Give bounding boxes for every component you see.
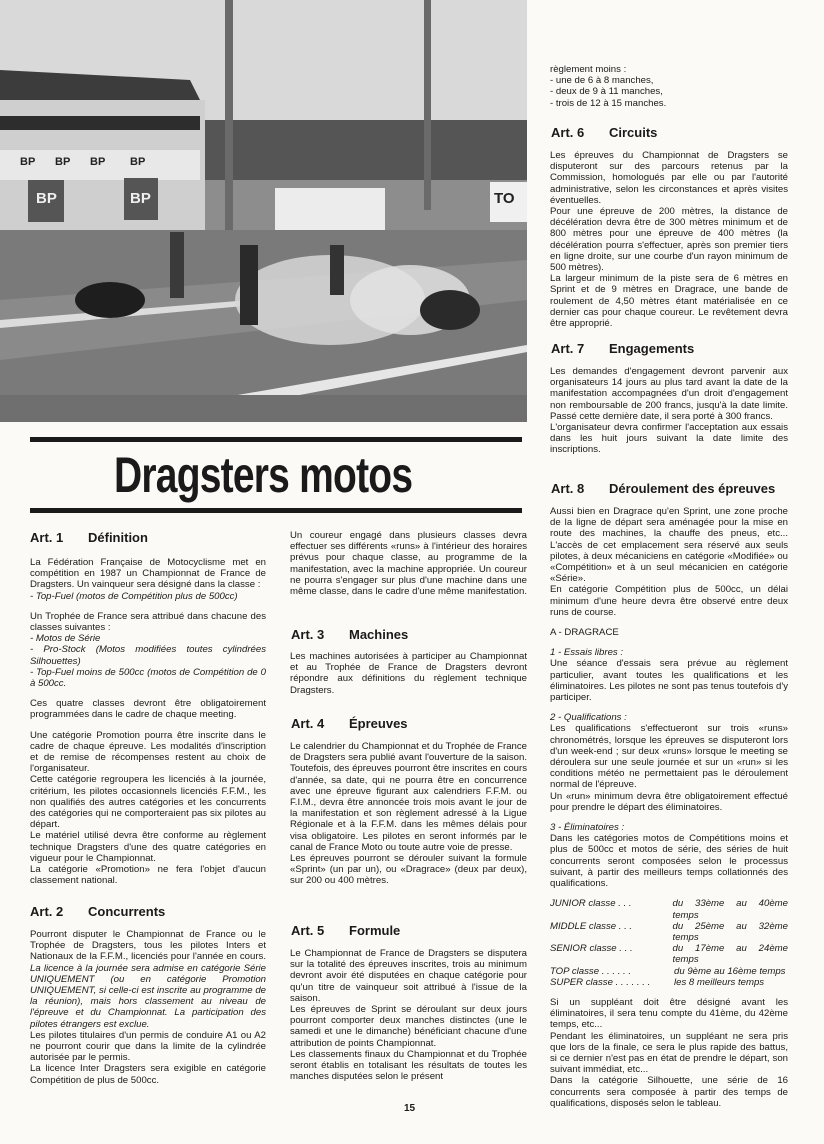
dragrace-subheading: A - DRAGRACE — [550, 627, 619, 639]
bp-sign: BP — [36, 190, 57, 207]
art2-heading: Art. 2 Concurrents — [30, 904, 166, 919]
art1-body: La Fédération Française de Motocyclisme met en compétition en 1987 un Championnat de France de Dragsters. Un vainqueur sera désigné dans la classe : - Top-Fuel (motos de Compétition plus de 500cc) Un Trophée de France sera attribué dans chacune des classes suivantes : - Motos de Série - Pro-Stock (Motos modifiées toutes cylindrées Silhouettes) - Top-Fuel moins de 500cc (motos de Compétition de 0 à 500cc. Ces quatre classes devront être obligatoirement programmées dans le cadre de chaque meeting. Une catégorie Promotion pourra être inscrite dans le cadre de chaque épreuve. Les modalités d'inscription et de remise de récompenses restent au choix de l'organisateur. Cette catégorie regroupera les licenciés à la journée, critérium, les pilotes occasionnels licenciés F.F.M., les non qualifiés des autres catégories et les concurrents des catégories qui ne comporteraient pas six pilotes au départ. Le matériel utilisé devra être conforme au règlement technique Dragsters d'une des quatre catégories en vigueur pour le Championnat. La catégorie «Promotion» ne fera l'objet d'aucun classement national. — [30, 557, 266, 887]
page-title: Dragsters motos — [114, 447, 413, 503]
art3-heading: Art. 3 Machines — [291, 627, 409, 642]
bp-sign: BP — [130, 156, 146, 168]
art2-body: Pourront disputer le Championnat de France ou le Trophée de Dragsters, tous les pilotes Inters et Nationaux de la F.F.M., licenciés pour l'année en cours. La licence à la journée sera admise en catégorie Série UNIQUEMENT (ou en catégorie Promotion UNIQUEMENT, si celle-ci est inscrite au programme de la réunion), mais hors classement au niveau de l'épreuve et du Championnat. La participation des pilotes étrangers est exclue. Les pilotes titulaires d'un permis de conduire A1 ou A2 ne pourront courir que dans la limite de la cylindrée autorisée par le permis. La licence Inter Dragsters sera exigible en catégorie Compétition de plus de 500cc. — [30, 929, 266, 1086]
art7-heading: Art. 7 Engagements — [551, 341, 695, 356]
title-rule-bottom — [30, 508, 522, 513]
ranking-row: TOP classe . . . . . . du 9ème au 16ème temps — [550, 965, 786, 977]
art1-heading: Art. 1 Définition — [30, 530, 148, 545]
col2-intro: Un coureur engagé dans plusieurs classes devra effectuer ses différents «runs» à l'intérieur des horaires prévus pour chaque classe, au programme de la manifestation, avec la machine appropriée. Un coureur ne pourra s'engager sur plus d'une machine dans une même classe, dans le cadre d'une même manifestation. — [290, 530, 527, 598]
col3-top: règlement moins : - une de 6 à 8 manches, - deux de 9 à 11 manches, - trois de 12 à 15 manches. — [550, 64, 667, 109]
bp-sign: TO — [494, 190, 515, 207]
art8-body: Aussi bien en Dragrace qu'en Sprint, une zone proche de la ligne de départ sera aménagée pour la mise en route des machines, la chauffe des pneus, etc... L'accès de cet emplacement sera réservé aux seuls pilotes, à deux mécaniciens en catégorie «Modifiée» ou «Compétition» et à un seul mécanicien en catégorie «Série». En catégorie Compétition plus de 500cc, un délai minimum d'une heure devra être observé entre deux runs de course. A - DRAGRACE 1 - Essais libres : Une séance d'essais sera prévue au règlement particulier, avant toutes les qualifications et les éliminatoires. Les pilotes ne sont pas tenus toutefois d'y participer. 2 - Qualifications : Les qualifications s'effectueront sur trois «runs» chronométrés, lorsque les épreuves se disputeront lors d'un week-end ; sur deux «runs» lorsque le meeting se déroulera sur une seule journée et sur un «run» si les conditions météo ne permettaient pas le déroulement normal de l'épreuve. Un «run» minimum devra être obligatoirement effectué pour prendre le départ des éliminatoires. 3 - Éliminatoires : Dans les catégories motos de Compétitions moins et plus de 500cc et motos de série, des séries de huit concurrents seront composées selon le processus suivant, à partir des meilleurs temps collationnés des qualifications. JUNIOR classe . . . du 33ème au 40ème temps MIDDLE classe . . . du 25ème au 32ème temps SENIOR classe . . . du 17ème au 24ème temps TOP classe . . . . . . du 9ème au 16ème temps SUPER classe . . . . . . . les 8 meilleurs temps Si un suppléant doit être désigné avant les éliminatoires, il sera tenu compte du 41ème, du 42ème temps, etc... Pendant les éliminatoires, un suppléant ne sera pris que lors de la finale, ce sera le plus rapide des battus, si ce dernier n'est pas en état de prendre le départ, son suivant immédiat, etc... Dans la catégorie Silhouette, une série de 16 concurrents sera composée à partir des temps de qualifications, disposés selon le tableau. — [550, 506, 788, 1109]
dragster-photo — [0, 0, 527, 422]
art8-heading: Art. 8 Déroulement des épreuves — [551, 481, 776, 496]
ranking-row: MIDDLE classe . . . du 25ème au 32ème temps — [550, 920, 788, 943]
art5-heading: Art. 5 Formule — [291, 923, 401, 938]
bp-sign: BP — [90, 156, 106, 168]
ranking-row: JUNIOR classe . . . du 33ème au 40ème temps — [550, 898, 788, 921]
bp-sign: BP — [130, 190, 151, 207]
art6-heading: Art. 6 Circuits — [551, 125, 658, 140]
art4-heading: Art. 4 Épreuves — [291, 716, 408, 731]
bp-sign: BP — [20, 156, 36, 168]
art3-body: Les machines autorisées à participer au Championnat et au Trophée de France de Dragsters devront répondre aux définitions du règlement technique Dragsters. — [290, 651, 527, 696]
bp-sign: BP — [55, 156, 71, 168]
art7-body: Les demandes d'engagement devront parvenir aux organisateurs 14 jours au plus tard avant la date de la manifestation accompagnées d'un droit d'engagement non remboursable de 200 francs, jusqu'à la date limite. Passé cette dernière date, il sera porté à 300 francs. L'organisateur devra confirmer l'acceptation aux essais dans les huit jours suivant la date limite des inscriptions. — [550, 366, 788, 456]
art4-body: Le calendrier du Championnat et du Trophée de France de Dragsters sera publié avant l'ouverture de la saison. Toutefois, des épreuves pourront être inscrites en cours d'année, sa date, qui ne pourra être en concurrence avec une épreuve figurant aux calendriers F.F.M. ou F.I.M., devra être annoncée trois mois avant le jour de la manifestation et son règlement adressé à la Ligue Régionale et à la F.F.M. dans les mêmes délais pour visa obligatoire. Les pilotes en seront informés par le canal de France Moto ou toute autre voie de presse. Les épreuves pourront se dérouler suivant la formule «Sprint» (un par un), ou «Dragrace» (deux par deux), sur 200 ou 400 mètres. — [290, 741, 527, 887]
ranking-row: SUPER classe . . . . . . . les 8 meilleurs temps — [550, 976, 765, 988]
art6-body: Les épreuves du Championnat de Dragsters se disputeront sur des parcours retenus par la Commission, homologués par elle ou par l'autorité administrative, selon les circonstances et après visites éventuelles. Pour une épreuve de 200 mètres, la distance de décélération devra être de 300 mètres minimum et de 800 mètres pour une épreuve de 400 mètres (la décélération pourra s'effectuer, après son premier tiers en ligne droite, sur une courbe d'un rayon minimum de 500 mètres). La largeur minimum de la piste sera de 6 mètres en Sprint et de 9 mètres en Dragrace, une bande de roulement de 4,50 mètres étant matérialisée en ce dernier cas pour chaque coureur. Le revêtement devra être approprié. — [550, 150, 788, 330]
page-number: 15 — [404, 1103, 416, 1114]
class-ranking-table — [550, 898, 788, 988]
ranking-row: SENIOR classe . . . du 17ème au 24ème temps — [550, 943, 788, 966]
title-rule-top — [30, 437, 522, 442]
art5-body: Le Championnat de France de Dragsters se disputera sur la totalité des épreuves inscrites, trois au minimum devront avoir été disputées en chaque catégorie pour qu'un titre de vainqueur soit attribué à l'issue de la saison. Les épreuves de Sprint se déroulant sur deux jours pourront comporter deux manches distinctes (une le samedi et une le dimanche) bénéficiant chacune d'une attribution de points Championnat. Les classements finaux du Championnat et du Trophée seront établis en totalisant les résultats de toutes les manches disputées selon le présent — [290, 948, 527, 1083]
